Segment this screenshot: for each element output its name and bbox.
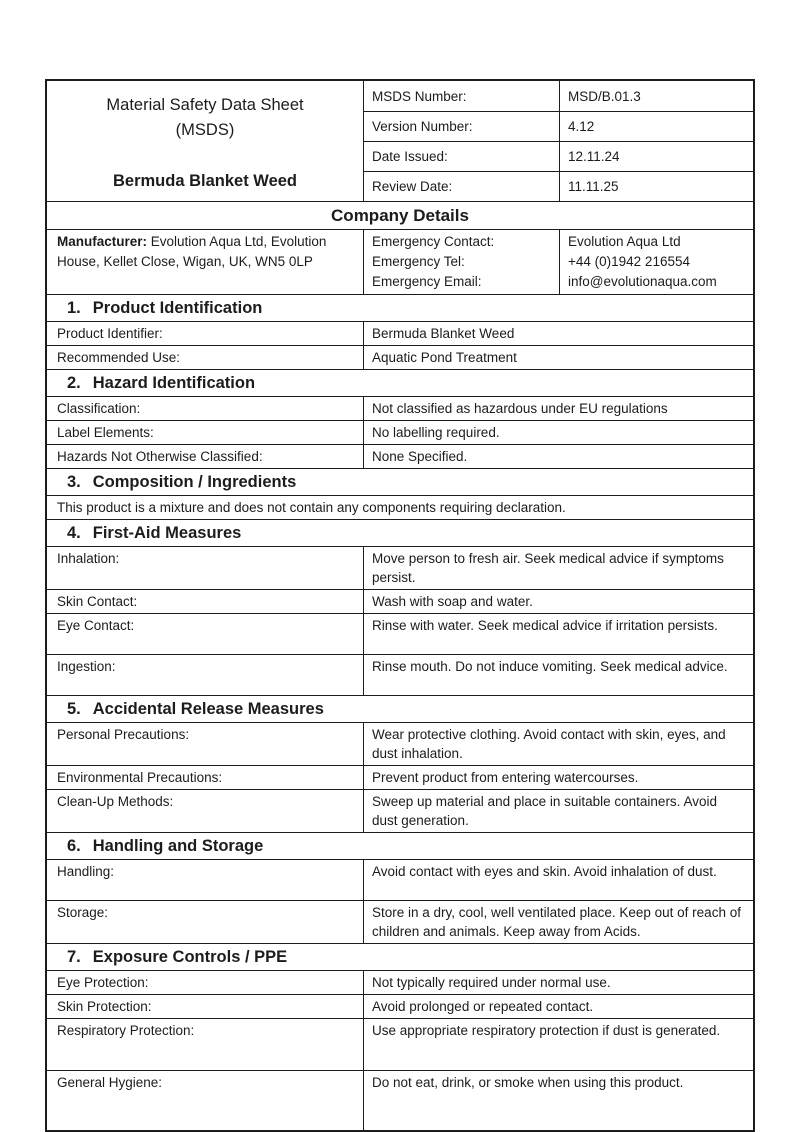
table-row [47, 613, 753, 654]
section-number: 2. [67, 373, 81, 392]
table-row [47, 900, 753, 943]
product-name: Bermuda Blanket Weed [113, 172, 297, 190]
meta-value: 11.11.25 [568, 179, 619, 194]
meta-label: MSDS Number: [364, 81, 560, 111]
row-value: No labelling required. [372, 425, 500, 440]
emergency-value: info@evolutionaqua.com [568, 274, 717, 289]
table-row [47, 789, 753, 832]
row-label: Label Elements: [47, 421, 364, 444]
section-title: Composition / Ingredients [92, 472, 297, 491]
company-details-row [47, 229, 753, 294]
table-row [47, 859, 753, 900]
section-number: 5. [67, 699, 81, 718]
manufacturer-cell [47, 230, 364, 294]
row-label: Handling: [47, 860, 364, 900]
section-heading-accidental-release [47, 695, 753, 722]
row-label: Product Identifier: [47, 322, 364, 345]
table-row [364, 171, 753, 201]
row-value: Prevent product from entering watercourses. [372, 770, 639, 785]
row-value: Aquatic Pond Treatment [372, 350, 517, 365]
row-label: Eye Contact: [47, 614, 364, 654]
section-heading-composition-ingredients [47, 468, 753, 495]
section-title: First-Aid Measures [92, 523, 242, 542]
row-value: Do not eat, drink, or smoke when using this product. [372, 1075, 684, 1090]
section-number: 3. [67, 472, 81, 491]
meta-label: Date Issued: [364, 142, 560, 171]
emergency-value: Evolution Aqua Ltd [568, 234, 681, 249]
table-row [364, 141, 753, 171]
table-row [364, 81, 753, 111]
section-title: Hazard Identification [92, 373, 256, 392]
emergency-values-cell [560, 230, 753, 294]
row-value: Sweep up material and place in suitable containers. Avoid dust generation. [372, 794, 717, 828]
row-value: Avoid contact with eyes and skin. Avoid inhalation of dust. [372, 864, 717, 879]
header-meta [364, 81, 753, 201]
row-value: Not typically required under normal use. [372, 975, 611, 990]
row-label: Respiratory Protection: [47, 1019, 364, 1070]
table-row [47, 765, 753, 789]
section-heading-exposure-controls [47, 943, 753, 970]
row-value: Move person to fresh air. Seek medical advice if symptoms persist. [372, 551, 724, 585]
table-row [47, 589, 753, 613]
emergency-value: +44 (0)1942 216554 [568, 254, 690, 269]
table-row [364, 111, 753, 141]
table-row [47, 994, 753, 1018]
row-label: Environmental Precautions: [47, 766, 364, 789]
emergency-labels-cell [364, 230, 560, 294]
row-value: Use appropriate respiratory protection if dust is generated. [372, 1023, 721, 1038]
table-row [47, 546, 753, 589]
row-value: Rinse with water. Seek medical advice if irritation persists. [372, 618, 718, 633]
table-row [47, 1018, 753, 1070]
document-title-line2: (MSDS) [175, 121, 235, 139]
row-value: Store in a dry, cool, well ventilated place. Keep out of reach of children and animals. Keep away from Acids. [372, 905, 741, 939]
row-value: Avoid prolonged or repeated contact. [372, 999, 594, 1014]
table-row [47, 420, 753, 444]
document-title-line1: Material Safety Data Sheet [106, 96, 304, 114]
row-label: Recommended Use: [47, 346, 364, 369]
row-value: None Specified. [372, 449, 468, 464]
emergency-label: Emergency Email: [372, 274, 482, 289]
row-value: Not classified as hazardous under EU regulations [372, 401, 668, 416]
row-value: Wash with soap and water. [372, 594, 533, 609]
section-heading-handling-storage [47, 832, 753, 859]
section-title: Accidental Release Measures [92, 699, 324, 718]
table-row [47, 970, 753, 994]
manufacturer-address: Evolution Aqua Ltd, Evolution House, Kellet Close, Wigan, UK, WN5 0LP [57, 234, 327, 269]
table-row [47, 1070, 753, 1130]
table-row [47, 722, 753, 765]
row-value: Bermuda Blanket Weed [372, 326, 515, 341]
emergency-label: Emergency Contact: [372, 234, 495, 249]
section-title: Handling and Storage [92, 836, 264, 855]
row-label: Inhalation: [47, 547, 364, 589]
row-label: Personal Precautions: [47, 723, 364, 765]
row-label: General Hygiene: [47, 1071, 364, 1130]
row-label: Ingestion: [47, 655, 364, 695]
row-label: Skin Contact: [47, 590, 364, 613]
row-label: Clean-Up Methods: [47, 790, 364, 832]
section-heading-hazard-identification [47, 369, 753, 396]
row-label: Hazards Not Otherwise Classified: [47, 445, 364, 468]
msds-table [45, 79, 755, 1132]
composition-note: This product is a mixture and does not contain any components requiring declaration. [47, 495, 753, 519]
section-number: 6. [67, 836, 81, 855]
document-header [47, 81, 753, 201]
manufacturer-label: Manufacturer: [57, 234, 148, 249]
meta-label: Version Number: [364, 112, 560, 141]
row-label: Skin Protection: [47, 995, 364, 1018]
document-title [106, 93, 303, 143]
row-label: Eye Protection: [47, 971, 364, 994]
section-number: 7. [67, 947, 81, 966]
section-title: Product Identification [92, 298, 263, 317]
table-row [47, 321, 753, 345]
table-row [47, 345, 753, 369]
row-value: Rinse mouth. Do not induce vomiting. Seek medical advice. [372, 659, 728, 674]
company-details-heading: Company Details [47, 201, 753, 229]
meta-value: 12.11.24 [568, 149, 620, 164]
table-row [47, 396, 753, 420]
section-number: 4. [67, 523, 81, 542]
row-label: Classification: [47, 397, 364, 420]
row-label: Storage: [47, 901, 364, 943]
section-number: 1. [67, 298, 81, 317]
meta-value: 4.12 [568, 119, 595, 134]
section-title: Exposure Controls / PPE [92, 947, 288, 966]
table-row [47, 654, 753, 695]
section-heading-product-identification [47, 294, 753, 321]
meta-value: MSD/B.01.3 [568, 88, 641, 104]
section-heading-first-aid-measures [47, 519, 753, 546]
row-value: Wear protective clothing. Avoid contact with skin, eyes, and dust inhalation. [372, 727, 726, 761]
title-cell [47, 81, 364, 201]
emergency-label: Emergency Tel: [372, 254, 465, 269]
meta-label: Review Date: [364, 172, 560, 201]
table-row [47, 444, 753, 468]
